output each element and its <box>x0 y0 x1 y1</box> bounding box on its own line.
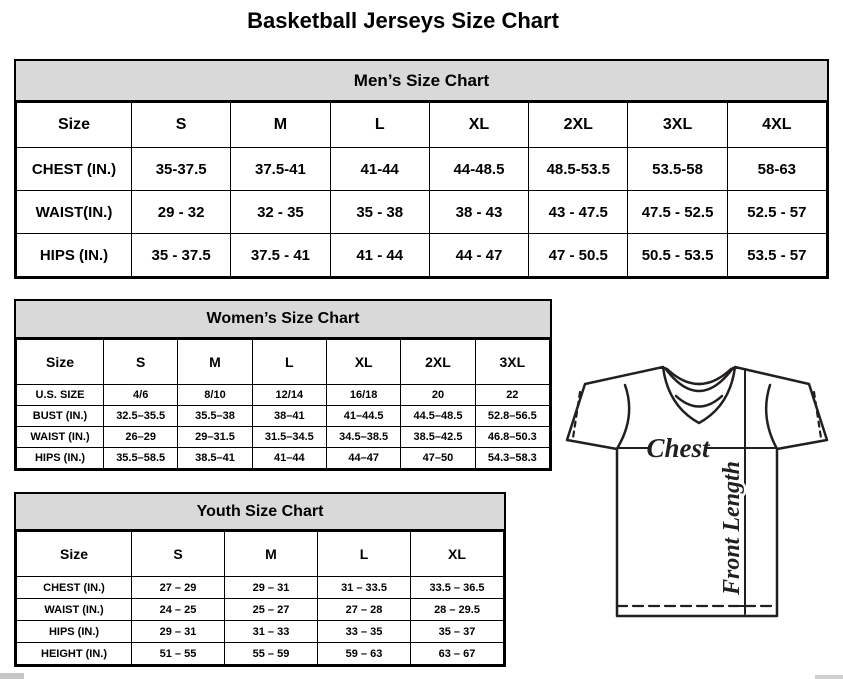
size-column-header: M <box>178 340 252 385</box>
size-value-cell: 35 – 37 <box>411 621 504 643</box>
size-column-header: S <box>132 103 231 148</box>
measurement-row-label: HEIGHT (IN.) <box>17 643 132 665</box>
size-value-cell: 52.5 - 57 <box>727 191 826 234</box>
size-value-cell: 63 – 67 <box>411 643 504 665</box>
mens-chart-title: Men’s Size Chart <box>16 61 827 102</box>
measurement-row-label: HIPS (IN.) <box>17 448 104 469</box>
size-value-cell: 8/10 <box>178 385 252 406</box>
size-value-cell: 47 - 50.5 <box>529 234 628 277</box>
chest-label: Chest <box>646 433 710 463</box>
size-value-cell: 35.5–58.5 <box>104 448 178 469</box>
size-value-cell: 34.5–38.5 <box>326 427 400 448</box>
table-row <box>17 385 550 406</box>
table-row <box>17 599 504 621</box>
size-value-cell: 33.5 – 36.5 <box>411 577 504 599</box>
size-column-header: 2XL <box>529 103 628 148</box>
size-value-cell: 35 - 37.5 <box>132 234 231 277</box>
size-value-cell: 59 – 63 <box>318 643 411 665</box>
measurement-row-label: WAIST (IN.) <box>17 427 104 448</box>
table-row <box>17 191 827 234</box>
measurement-row-label: BUST (IN.) <box>17 406 104 427</box>
size-value-cell: 46.8–50.3 <box>475 427 549 448</box>
size-value-cell: 37.5-41 <box>231 148 330 191</box>
size-value-cell: 32.5–35.5 <box>104 406 178 427</box>
size-column-header: XL <box>326 340 400 385</box>
womens-chart-title: Women’s Size Chart <box>16 301 550 339</box>
size-column-header: 3XL <box>628 103 727 148</box>
size-value-cell: 53.5-58 <box>628 148 727 191</box>
size-column-header: M <box>231 103 330 148</box>
size-value-cell: 44–47 <box>326 448 400 469</box>
size-value-cell: 41-44 <box>330 148 429 191</box>
table-row <box>17 577 504 599</box>
size-value-cell: 35 - 38 <box>330 191 429 234</box>
size-value-cell: 47.5 - 52.5 <box>628 191 727 234</box>
youth-size-grid <box>16 531 504 665</box>
womens-size-table <box>14 299 552 471</box>
jersey-outline <box>567 367 827 616</box>
size-value-cell: 44-48.5 <box>429 148 528 191</box>
size-value-cell: 31.5–34.5 <box>252 427 326 448</box>
scrollbar-fragment-left[interactable] <box>0 673 24 679</box>
size-value-cell: 38 - 43 <box>429 191 528 234</box>
size-column-header: Size <box>17 532 132 577</box>
size-column-header: L <box>318 532 411 577</box>
table-row <box>17 340 550 385</box>
size-column-header: XL <box>411 532 504 577</box>
size-value-cell: 31 – 33 <box>225 621 318 643</box>
size-value-cell: 53.5 - 57 <box>727 234 826 277</box>
womens-size-grid <box>16 339 550 469</box>
size-value-cell: 4/6 <box>104 385 178 406</box>
size-value-cell: 52.8–56.5 <box>475 406 549 427</box>
size-column-header: 4XL <box>727 103 826 148</box>
size-value-cell: 44 - 47 <box>429 234 528 277</box>
measurement-row-label: HIPS (IN.) <box>17 621 132 643</box>
scrollbar-fragment-right[interactable] <box>815 675 843 679</box>
size-value-cell: 38.5–42.5 <box>401 427 475 448</box>
size-value-cell: 28 – 29.5 <box>411 599 504 621</box>
measurement-row-label: U.S. SIZE <box>17 385 104 406</box>
size-value-cell: 35.5–38 <box>178 406 252 427</box>
size-column-header: 2XL <box>401 340 475 385</box>
size-value-cell: 37.5 - 41 <box>231 234 330 277</box>
size-value-cell: 41 - 44 <box>330 234 429 277</box>
size-value-cell: 43 - 47.5 <box>529 191 628 234</box>
size-value-cell: 38.5–41 <box>178 448 252 469</box>
size-value-cell: 29 - 32 <box>132 191 231 234</box>
size-value-cell: 26–29 <box>104 427 178 448</box>
size-value-cell: 50.5 - 53.5 <box>628 234 727 277</box>
measurement-row-label: WAIST (IN.) <box>17 599 132 621</box>
size-value-cell: 47–50 <box>401 448 475 469</box>
mens-size-table <box>14 59 829 279</box>
measurement-row-label: CHEST (IN.) <box>17 148 132 191</box>
size-value-cell: 58-63 <box>727 148 826 191</box>
size-value-cell: 25 – 27 <box>225 599 318 621</box>
jersey-collar <box>676 396 722 407</box>
size-value-cell: 29 – 31 <box>132 621 225 643</box>
table-row <box>17 103 827 148</box>
youth-chart-title: Youth Size Chart <box>16 494 504 531</box>
size-value-cell: 12/14 <box>252 385 326 406</box>
size-column-header: XL <box>429 103 528 148</box>
size-value-cell: 20 <box>401 385 475 406</box>
table-row <box>17 448 550 469</box>
size-value-cell: 54.3–58.3 <box>475 448 549 469</box>
jersey-measurement-diagram <box>556 356 843 656</box>
size-value-cell: 31 – 33.5 <box>318 577 411 599</box>
size-value-cell: 41–44 <box>252 448 326 469</box>
table-row <box>17 234 827 277</box>
size-column-header: Size <box>17 103 132 148</box>
table-row <box>17 643 504 665</box>
size-value-cell: 44.5–48.5 <box>401 406 475 427</box>
table-row <box>17 148 827 191</box>
table-row <box>17 532 504 577</box>
size-value-cell: 24 – 25 <box>132 599 225 621</box>
jersey-diagram-icon <box>556 356 843 656</box>
size-value-cell: 55 – 59 <box>225 643 318 665</box>
size-column-header: L <box>330 103 429 148</box>
table-row <box>17 427 550 448</box>
size-value-cell: 22 <box>475 385 549 406</box>
table-row <box>17 621 504 643</box>
measurement-row-label: WAIST(IN.) <box>17 191 132 234</box>
size-column-header: M <box>225 532 318 577</box>
size-value-cell: 29–31.5 <box>178 427 252 448</box>
front-length-label: Front Length <box>719 460 745 596</box>
size-value-cell: 29 – 31 <box>225 577 318 599</box>
youth-size-table <box>14 492 506 667</box>
size-column-header: S <box>104 340 178 385</box>
mens-size-grid <box>16 102 827 277</box>
size-value-cell: 48.5-53.5 <box>529 148 628 191</box>
measurement-row-label: HIPS (IN.) <box>17 234 132 277</box>
size-column-header: Size <box>17 340 104 385</box>
size-value-cell: 51 – 55 <box>132 643 225 665</box>
page-title: Basketball Jerseys Size Chart <box>247 8 559 33</box>
size-value-cell: 33 – 35 <box>318 621 411 643</box>
jersey-collar <box>665 368 733 391</box>
size-value-cell: 16/18 <box>326 385 400 406</box>
size-value-cell: 27 – 28 <box>318 599 411 621</box>
size-column-header: 3XL <box>475 340 549 385</box>
size-value-cell: 35-37.5 <box>132 148 231 191</box>
measurement-row-label: CHEST (IN.) <box>17 577 132 599</box>
size-column-header: S <box>132 532 225 577</box>
table-row <box>17 406 550 427</box>
size-value-cell: 38–41 <box>252 406 326 427</box>
size-value-cell: 27 – 29 <box>132 577 225 599</box>
size-value-cell: 32 - 35 <box>231 191 330 234</box>
size-value-cell: 41–44.5 <box>326 406 400 427</box>
size-column-header: L <box>252 340 326 385</box>
